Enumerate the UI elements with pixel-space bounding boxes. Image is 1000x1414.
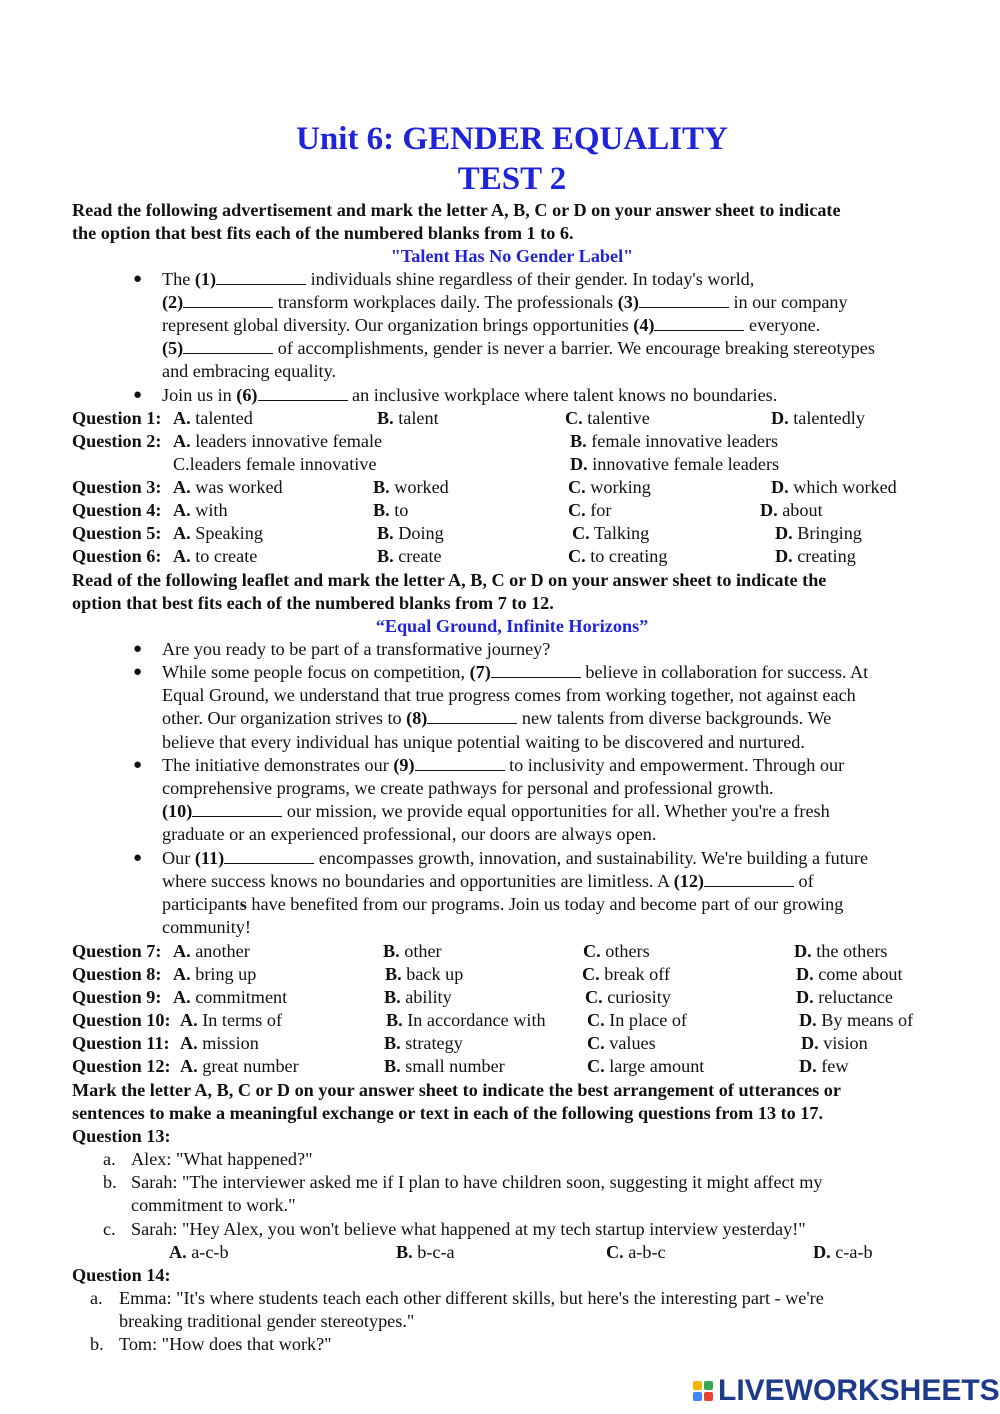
blank-1[interactable] xyxy=(216,268,306,285)
blank-3[interactable] xyxy=(639,291,729,308)
section1-passage-title: "Talent Has No Gender Label" xyxy=(390,246,634,266)
question-label: Question 9: xyxy=(72,987,162,1007)
bullet-icon: ● xyxy=(133,757,143,773)
option-a[interactable]: A. was worked xyxy=(173,477,283,497)
blank-11[interactable] xyxy=(224,847,314,864)
option-b[interactable]: B. strategy xyxy=(384,1033,463,1053)
option-b[interactable]: B. small number xyxy=(384,1056,505,1076)
option-c[interactable]: C. values xyxy=(587,1033,656,1053)
blank-9[interactable] xyxy=(415,754,505,771)
list-marker: b. xyxy=(90,1334,104,1354)
option-d[interactable]: D. By means of xyxy=(799,1010,914,1030)
passage2-line: Equal Ground, we understand that true progress comes from working together, not against each xyxy=(162,685,856,705)
passage2-line: While some people focus on competition, (7) believe in collaboration for success. At xyxy=(162,662,869,682)
question-label: Question 2: xyxy=(72,431,162,451)
option-a[interactable]: A. In terms of xyxy=(180,1010,283,1030)
section2-instruction-line1: Read of the following leaflet and mark the letter A, B, C or D on your answer sheet to indicate the xyxy=(72,570,827,590)
option-d[interactable]: D. c-a-b xyxy=(813,1242,873,1262)
blank-12[interactable] xyxy=(704,870,794,887)
blank-8[interactable] xyxy=(427,707,517,724)
option-a[interactable]: A. Speaking xyxy=(173,523,263,543)
option-a[interactable]: A. another xyxy=(173,941,250,961)
passage1-line: represent global diversity. Our organization brings opportunities (4) everyone. xyxy=(162,315,821,335)
option-c[interactable]: C. to creating xyxy=(568,546,668,566)
passage2-line: participants have benefited from our programs. Join us today and become part of our growing xyxy=(162,894,844,914)
passage2-line: Are you ready to be part of a transformative journey? xyxy=(162,639,551,659)
passage1-line: and embracing equality. xyxy=(162,361,337,381)
option-b[interactable]: B. worked xyxy=(373,477,449,497)
option-b[interactable]: B. b-c-a xyxy=(396,1242,455,1262)
question-label: Question 11: xyxy=(72,1033,170,1053)
section3-instruction-line1: Mark the letter A, B, C or D on your answer sheet to indicate the best arrangement of utterances or xyxy=(72,1080,841,1100)
bullet-icon: ● xyxy=(133,850,143,866)
option-d[interactable]: D. which worked xyxy=(771,477,897,497)
option-c[interactable]: C.leaders female innovative xyxy=(173,454,377,474)
section2-passage-title: “Equal Ground, Infinite Horizons” xyxy=(375,616,649,636)
option-a[interactable]: A. talented xyxy=(173,408,253,428)
passage2-line: comprehensive programs, we create pathways for personal and professional growth. xyxy=(162,778,774,798)
option-c[interactable]: C. Talking xyxy=(572,523,650,543)
option-d[interactable]: D. creating xyxy=(775,546,856,566)
bullet-icon: ● xyxy=(133,271,143,287)
liveworksheets-logo-icon xyxy=(693,1379,715,1403)
utterance-a-cont: breaking traditional gender stereotypes." xyxy=(119,1311,415,1331)
option-b[interactable]: B. In accordance with xyxy=(386,1010,546,1030)
list-marker: a. xyxy=(90,1288,103,1308)
utterance-b: Sarah: "The interviewer asked me if I plan to have children soon, suggesting it might affect my xyxy=(131,1172,823,1192)
page-subtitle: TEST 2 xyxy=(457,161,567,197)
option-c[interactable]: C. working xyxy=(568,477,651,497)
option-a[interactable]: A. commitment xyxy=(173,987,288,1007)
option-c[interactable]: C. large amount xyxy=(587,1056,705,1076)
passage2-line: Our (11) encompasses growth, innovation, and sustainability. We're building a future xyxy=(162,848,869,868)
passage2-line: graduate or an experienced professional, our doors are always open. xyxy=(162,824,657,844)
utterance-b-cont: commitment to work." xyxy=(131,1195,296,1215)
passage1-line: (2) transform workplaces daily. The professionals (3) in our company xyxy=(162,292,848,312)
passage2-line: other. Our organization strives to (8) new talents from diverse backgrounds. We xyxy=(162,708,832,728)
option-d[interactable]: D. few xyxy=(799,1056,849,1076)
option-b[interactable]: B. create xyxy=(377,546,442,566)
option-c[interactable]: C. for xyxy=(568,500,612,520)
passage2-line: The initiative demonstrates our (9) to inclusivity and empowerment. Through our xyxy=(162,755,845,775)
passage2-line: (10) our mission, we provide equal opportunities for all. Whether you're a fresh xyxy=(162,801,830,821)
option-a[interactable]: A. mission xyxy=(180,1033,259,1053)
list-marker: b. xyxy=(103,1172,117,1192)
option-b[interactable]: B. other xyxy=(383,941,442,961)
option-b[interactable]: B. back up xyxy=(385,964,464,984)
list-marker: a. xyxy=(103,1149,116,1169)
option-a[interactable]: A. bring up xyxy=(173,964,257,984)
utterance-a: Alex: "What happened?" xyxy=(131,1149,313,1169)
option-d[interactable]: D. talentedly xyxy=(771,408,865,428)
bullet-icon: ● xyxy=(133,641,143,657)
blank-10[interactable] xyxy=(192,800,282,817)
question-label: Question 7: xyxy=(72,941,162,961)
passage2-line: community! xyxy=(162,917,251,937)
option-c[interactable]: C. break off xyxy=(582,964,671,984)
utterance-a: Emma: "It's where students teach each other different skills, but here's the interesting part - we're xyxy=(119,1288,824,1308)
blank-2[interactable] xyxy=(183,291,273,308)
option-b[interactable]: B. talent xyxy=(377,408,439,428)
option-d[interactable]: D. come about xyxy=(796,964,903,984)
question-label: Question 1: xyxy=(72,408,162,428)
option-b[interactable]: B. to xyxy=(373,500,409,520)
option-a[interactable]: A. to create xyxy=(173,546,258,566)
blank-7[interactable] xyxy=(491,661,581,678)
passage2-line: believe that every individual has unique potential waiting to be discovered and nurtured. xyxy=(162,732,805,752)
logo-text: LIVEWORKSHEETS xyxy=(718,1374,1000,1407)
option-d[interactable]: D. reluctance xyxy=(796,987,893,1007)
option-d[interactable]: D. Bringing xyxy=(775,523,862,543)
section3-instruction-line2: sentences to make a meaningful exchange or text in each of the following questions from 13 to 17. xyxy=(72,1103,824,1123)
option-c[interactable]: C. In place of xyxy=(587,1010,687,1030)
option-b[interactable]: B. ability xyxy=(384,987,452,1007)
bullet-icon: ● xyxy=(133,664,143,680)
section2-instruction-line2: option that best fits each of the numbered blanks from 7 to 12. xyxy=(72,593,554,613)
question-13-label: Question 13: xyxy=(72,1126,171,1146)
option-c[interactable]: C. others xyxy=(583,941,650,961)
question-14-label: Question 14: xyxy=(72,1265,171,1285)
option-d[interactable]: D. the others xyxy=(794,941,888,961)
blank-6[interactable] xyxy=(258,384,348,401)
passage1-line: (5) of accomplishments, gender is never a barrier. We encourage breaking stereotypes xyxy=(162,338,875,358)
question-label: Question 10: xyxy=(72,1010,171,1030)
bullet-icon: ● xyxy=(133,387,143,403)
option-a[interactable]: A. great number xyxy=(180,1056,299,1076)
option-b[interactable]: B. Doing xyxy=(377,523,444,543)
option-c[interactable]: C. curiosity xyxy=(585,987,671,1007)
liveworksheets-logo xyxy=(693,1376,1000,1406)
section1-instruction-line1: Read the following advertisement and mark the letter A, B, C or D on your answer sheet to indicate xyxy=(72,200,841,220)
option-c[interactable]: C. talentive xyxy=(565,408,650,428)
page-title: Unit 6: GENDER EQUALITY xyxy=(296,121,728,157)
option-a[interactable]: A. with xyxy=(173,500,228,520)
blank-5[interactable] xyxy=(183,337,273,354)
passage1-line: The (1) individuals shine regardless of their gender. In today's world, xyxy=(162,269,755,289)
utterance-b: Tom: "How does that work?" xyxy=(119,1334,332,1354)
option-d[interactable]: D. about xyxy=(760,500,823,520)
option-a[interactable]: A. leaders innovative female xyxy=(173,431,383,451)
option-a[interactable]: A. a-c-b xyxy=(169,1242,229,1262)
question-label: Question 5: xyxy=(72,523,162,543)
passage1-line: Join us in (6) an inclusive workplace where talent knows no boundaries. xyxy=(162,385,778,405)
option-d[interactable]: D. innovative female leaders xyxy=(570,454,780,474)
passage2-line: where success knows no boundaries and opportunities are limitless. A (12) of xyxy=(162,871,814,891)
question-label: Question 12: xyxy=(72,1056,171,1076)
blank-4[interactable] xyxy=(654,314,744,331)
utterance-c: Sarah: "Hey Alex, you won't believe what happened at my tech startup interview yesterday!" xyxy=(131,1219,806,1239)
question-label: Question 8: xyxy=(72,964,162,984)
option-b[interactable]: B. female innovative leaders xyxy=(570,431,779,451)
list-marker: c. xyxy=(103,1219,116,1239)
option-d[interactable]: D. vision xyxy=(801,1033,868,1053)
question-label: Question 4: xyxy=(72,500,162,520)
section1-instruction-line2: the option that best fits each of the numbered blanks from 1 to 6. xyxy=(72,223,574,243)
question-label: Question 6: xyxy=(72,546,162,566)
question-label: Question 3: xyxy=(72,477,162,497)
option-c[interactable]: C. a-b-c xyxy=(606,1242,666,1262)
